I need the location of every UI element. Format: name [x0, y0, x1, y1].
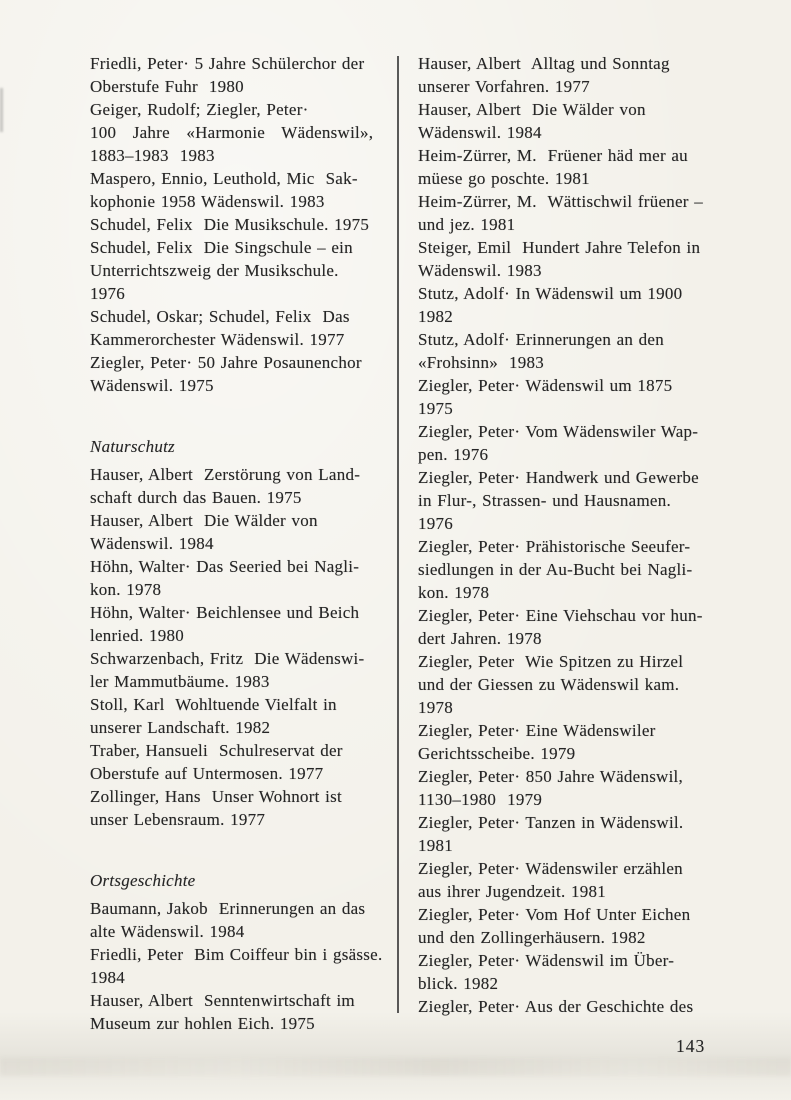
entry-line: Hauser, Albert Die Wälder von: [90, 511, 318, 530]
entry-line: Museum zur hohlen Eich. 1975: [90, 1014, 315, 1033]
bibliography-entry: [418, 811, 742, 857]
entry-line: Stutz, Adolf· In Wädenswil um 1900: [418, 284, 683, 303]
bibliography-entry: [90, 236, 392, 305]
entry-line: Ziegler, Peter· Eine Viehschau vor hun-: [418, 606, 703, 625]
section-heading: Ortsgeschichte: [90, 871, 196, 890]
entry-line: unserer Vorfahren. 1977: [418, 77, 590, 96]
bibliography-entry: [418, 765, 742, 811]
entry-line: blick. 1982: [418, 974, 499, 993]
entry-line: Geiger, Rudolf; Ziegler, Peter·: [90, 100, 309, 119]
entry-line: Höhn, Walter· Beichlensee und Beich: [90, 603, 360, 622]
entry-line: 1984: [90, 968, 125, 987]
entry-line: 1982: [418, 307, 453, 326]
right-text-column: [418, 52, 742, 1018]
entry-line: Wädenswil. 1984: [90, 534, 214, 553]
scan-edge-artifact: [0, 88, 3, 132]
bibliography-entry: [90, 943, 392, 989]
bibliography-entry: [90, 52, 392, 98]
entry-line: Schwarzenbach, Fritz Die Wädenswi-: [90, 649, 365, 668]
bibliography-entry: [418, 466, 742, 535]
entry-line: müese go poschte. 1981: [418, 169, 590, 188]
entry-line: Wädenswil. 1983: [418, 261, 542, 280]
entry-line: Zollinger, Hans Unser Wohnort ist: [90, 787, 342, 806]
entry-line: Oberstufe auf Untermosen. 1977: [90, 764, 324, 783]
entry-line: Wädenswil. 1984: [418, 123, 542, 142]
entry-line: schaft durch das Bauen. 1975: [90, 488, 302, 507]
bibliography-entry: [90, 897, 392, 943]
entry-line: Hauser, Albert Alltag und Sonntag: [418, 54, 670, 73]
bibliography-entry: [90, 785, 392, 831]
entry-line: Ziegler, Peter Wie Spitzen zu Hirzel: [418, 652, 684, 671]
entry-line: und der Giessen zu Wädenswil kam.: [418, 675, 680, 694]
entry-line: pen. 1976: [418, 445, 489, 464]
entry-line: Traber, Hansueli Schulreservat der: [90, 741, 343, 760]
entry-line: Heim-Zürrer, M. Wättischwil früener –: [418, 192, 703, 211]
entry-line: 1883–1983 1983: [90, 146, 215, 165]
bibliography-entry: [418, 144, 742, 190]
bibliography-entry: [90, 167, 392, 213]
scan-paper-mottle: [0, 1058, 791, 1076]
bibliography-entry: [90, 509, 392, 555]
entry-line: Steiger, Emil Hundert Jahre Telefon in: [418, 238, 701, 257]
entry-line: Kammerorchester Wädenswil. 1977: [90, 330, 345, 349]
section-heading: Naturschutz: [90, 437, 175, 456]
bibliography-entry: [90, 305, 392, 351]
entry-line: Stutz, Adolf· Erinnerungen an den: [418, 330, 664, 349]
entry-line: Ziegler, Peter· Handwerk und Gewerbe: [418, 468, 699, 487]
entry-line: Ziegler, Peter· Prähistorische Seeufer-: [418, 537, 691, 556]
bibliography-entry: [90, 463, 392, 509]
bibliography-entry: [418, 604, 742, 650]
entry-line: Ziegler, Peter· 50 Jahre Posaunenchor: [90, 353, 362, 372]
bibliography-entry: [418, 995, 742, 1018]
page-number: 143: [676, 1036, 706, 1056]
left-text-column: [90, 52, 392, 1035]
entry-line: 1981: [418, 836, 453, 855]
entry-line: alte Wädenswil. 1984: [90, 922, 245, 941]
bibliography-entry: [418, 903, 742, 949]
entry-line: unserer Landschaft. 1982: [90, 718, 271, 737]
entry-line: Ziegler, Peter· Vom Hof Unter Eichen: [418, 905, 691, 924]
entry-line: Hauser, Albert Senntenwirtschaft im: [90, 991, 355, 1010]
bibliography-entry: [418, 857, 742, 903]
entry-line: kon. 1978: [90, 580, 162, 599]
bibliography-entry: [90, 601, 392, 647]
entry-line: 1978: [418, 698, 453, 717]
entry-line: dert Jahren. 1978: [418, 629, 542, 648]
bibliography-entry: [418, 190, 742, 236]
entry-line: Ziegler, Peter· 850 Jahre Wädenswil,: [418, 767, 684, 786]
entry-line: in Flur-, Strassen- und Hausnamen.: [418, 491, 671, 510]
entry-line: ler Mammutbäume. 1983: [90, 672, 270, 691]
entry-line: Schudel, Felix Die Musikschule. 1975: [90, 215, 370, 234]
bibliography-entry: [90, 351, 392, 397]
entry-line: Heim-Zürrer, M. Früener häd mer au: [418, 146, 688, 165]
bibliography-entry: [418, 282, 742, 328]
entry-line: Friedli, Peter· 5 Jahre Schülerchor der: [90, 54, 365, 73]
entry-line: 100 Jahre «Harmonie Wädenswil»,: [90, 123, 374, 142]
entry-line: Wädenswil. 1975: [90, 376, 214, 395]
entry-line: Stoll, Karl Wohltuende Vielfalt in: [90, 695, 337, 714]
bibliography-entry: [90, 647, 392, 693]
entry-line: Hauser, Albert Die Wälder von: [418, 100, 646, 119]
entry-line: Ziegler, Peter· Eine Wädenswiler: [418, 721, 656, 740]
entry-line: Schudel, Felix Die Singschule – ein: [90, 238, 353, 257]
bibliography-entry: [418, 236, 742, 282]
bibliography-entry: [418, 949, 742, 995]
entry-line: Höhn, Walter· Das Seeried bei Nagli-: [90, 557, 360, 576]
bibliography-entry: [418, 52, 742, 98]
bibliography-entry: [418, 535, 742, 604]
entry-line: Hauser, Albert Zerstörung von Land-: [90, 465, 361, 484]
entry-line: und jez. 1981: [418, 215, 516, 234]
entry-line: 1975: [418, 399, 453, 418]
entry-line: unser Lebensraum. 1977: [90, 810, 266, 829]
entry-line: 1976: [90, 284, 125, 303]
entry-line: aus ihrer Jugendzeit. 1981: [418, 882, 606, 901]
bibliography-entry: [418, 328, 742, 374]
entry-line: Ziegler, Peter· Vom Wädenswiler Wap-: [418, 422, 699, 441]
entry-line: Ziegler, Peter· Wädenswil um 1875: [418, 376, 673, 395]
bibliography-entry: [90, 693, 392, 739]
entry-line: Ziegler, Peter· Aus der Geschichte des: [418, 997, 694, 1016]
entry-line: Maspero, Ennio, Leuthold, Mic Sak-: [90, 169, 358, 188]
entry-line: 1130–1980 1979: [418, 790, 543, 809]
entry-line: und den Zollingerhäusern. 1982: [418, 928, 646, 947]
entry-line: kon. 1978: [418, 583, 490, 602]
bibliography-entry: [418, 719, 742, 765]
entry-line: Schudel, Oskar; Schudel, Felix Das: [90, 307, 350, 326]
entry-line: Ziegler, Peter· Wädenswil im Über-: [418, 951, 675, 970]
entry-line: Ziegler, Peter· Wädenswiler erzählen: [418, 859, 683, 878]
entry-line: siedlungen in der Au-Bucht bei Nagli-: [418, 560, 693, 579]
bibliography-entry: [90, 213, 392, 236]
bibliography-entry: [418, 98, 742, 144]
bibliography-entry: [90, 98, 392, 167]
entry-line: «Frohsinn» 1983: [418, 353, 544, 372]
bibliography-entry: [418, 650, 742, 719]
entry-line: Ziegler, Peter· Tanzen in Wädenswil.: [418, 813, 684, 832]
bibliography-entry: [418, 420, 742, 466]
bibliography-entry: [418, 374, 742, 420]
bibliography-entry: [90, 555, 392, 601]
bibliography-entry: [90, 989, 392, 1035]
entry-line: Unterrichtszweig der Musikschule.: [90, 261, 339, 280]
entry-line: 1976: [418, 514, 453, 533]
entry-line: Friedli, Peter Bim Coiffeur bin i gsässe.: [90, 945, 383, 964]
entry-line: Gerichtsscheibe. 1979: [418, 744, 576, 763]
entry-line: Oberstufe Fuhr 1980: [90, 77, 244, 96]
column-divider-rule: [397, 56, 399, 1013]
entry-line: kophonie 1958 Wädenswil. 1983: [90, 192, 325, 211]
entry-line: lenried. 1980: [90, 626, 184, 645]
entry-line: Baumann, Jakob Erinnerungen an das: [90, 899, 366, 918]
bibliography-entry: [90, 739, 392, 785]
